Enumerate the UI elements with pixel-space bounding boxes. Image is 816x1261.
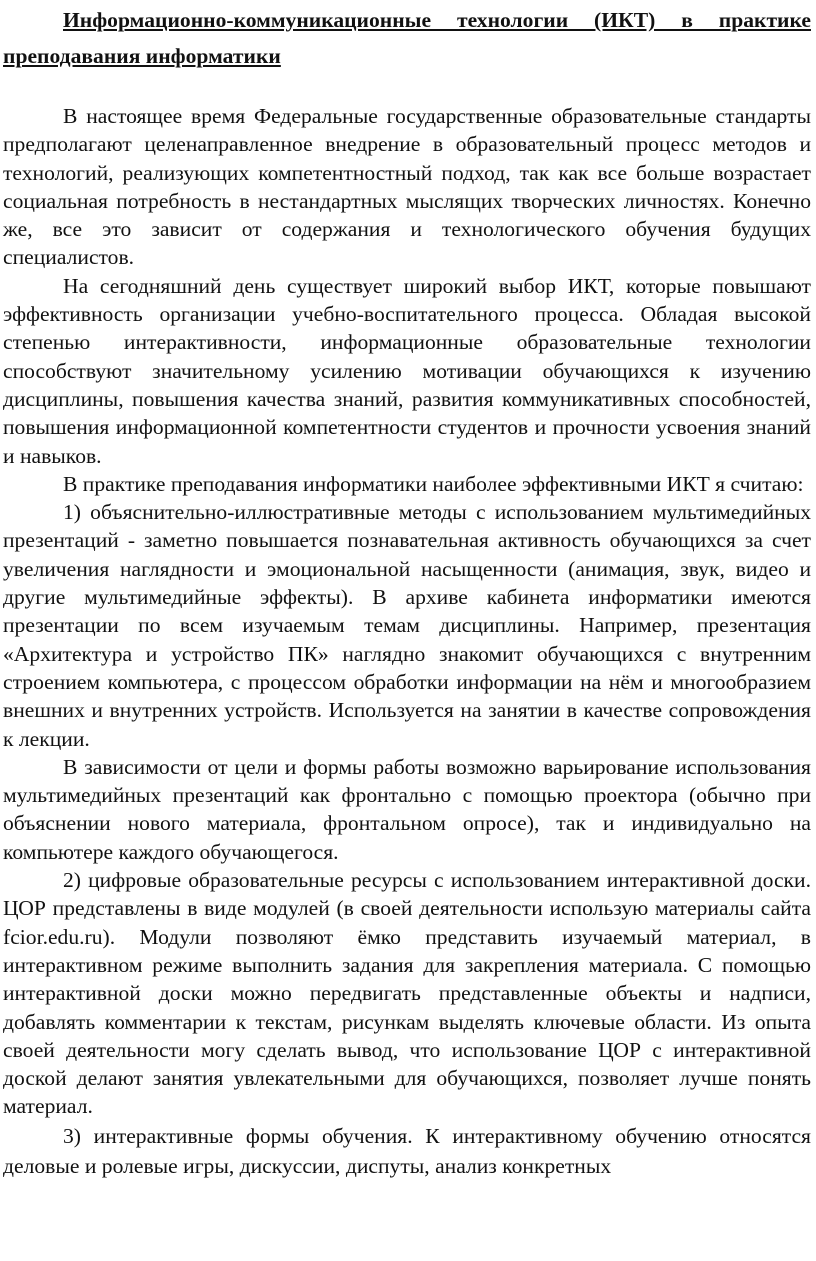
paragraph-item-1-presentations: 1) объяснительно-иллюстративные методы с использованием мультимедийных презентаций - заметно повышается познавательная активность обучающихся за счет увеличения наглядности и эмоциональной насыщенности (анимация, звук, видео и другие мультимедийные эффекты). В архиве кабинета информатики имеются презентации по всем изучаемым темам дисциплины. Например, презентация «Архитектура и устройство ПК» наглядно знакомит обучающихся с внутренним строением компьютера, с процессом обработки информации на нём и многообразием внешних и внутренних устройств. Используется на занятии в качестве сопровождения к лекции. xyxy=(3,500,811,751)
paragraph-item-2-digital-resources: 2) цифровые образовательные ресурсы с использованием интерактивной доски. ЦОР представлены в виде модулей (в своей деятельности использую материалы сайта fcior.edu.ru). Модули позволяют ёмко представить изучаемый материал, в интерактивном режиме выполнить задания для закрепления материала. С помощью интерактивной доски можно передвигать представленные объекты и надписи, добавлять комментарии к текстам, рисункам выделять ключевые области. Из опыта своей деятельности могу сделать вывод, что использование ЦОР с интерактивной доской делают занятия увлекательными для обучающихся, позволяет лучше понять материал. xyxy=(3,868,811,1119)
title-line-2: преподавания информатики xyxy=(3,44,281,68)
paragraph-intro: В настоящее время Федеральные государственные образовательные стандарты предполагают целенаправленное внедрение в образовательный процесс методов и технологий, реализующих компетентностный подход, так как все больше возрастает социальная потребность в нестандартных мыслящих творческих личностях. Конечно же, все это зависит от содержания и технологического обучения будущих специалистов. xyxy=(3,104,811,270)
paragraph-ict-choice: На сегодняшний день существует широкий выбор ИКТ, которые повышают эффективность организации учебно-воспитательного процесса. Обладая высокой степенью интерактивности, информационные образовательные технологии способствуют значительному усилению мотивации обучающихся к изучению дисциплины, повышения качества знаний, развития коммуникативных способностей, повышения информационной компетентности студентов и прочности усвоения знаний и навыков. xyxy=(3,273,811,468)
paragraph-presentation-usage: В зависимости от цели и формы работы возможно варьирование использования мультимедийных презентаций как фронтально с помощью проектора (обычно при объяснении нового материала, фронтальном опросе), так и индивидуально на компьютере каждого обучающегося. xyxy=(3,754,811,864)
title-line-1: Информационно-коммуникационные технологии (ИКТ) в практике xyxy=(63,8,811,32)
paragraph-effective-ict: В практике преподавания информатики наиболее эффективными ИКТ я считаю: xyxy=(63,471,804,496)
document-title xyxy=(3,2,811,74)
paragraph-item-3-interactive-forms: 3) интерактивные формы обучения. К интерактивному обучению относятся деловые и ролевые игры, дискуссии, диспуты, анализ конкретных xyxy=(3,1123,811,1178)
